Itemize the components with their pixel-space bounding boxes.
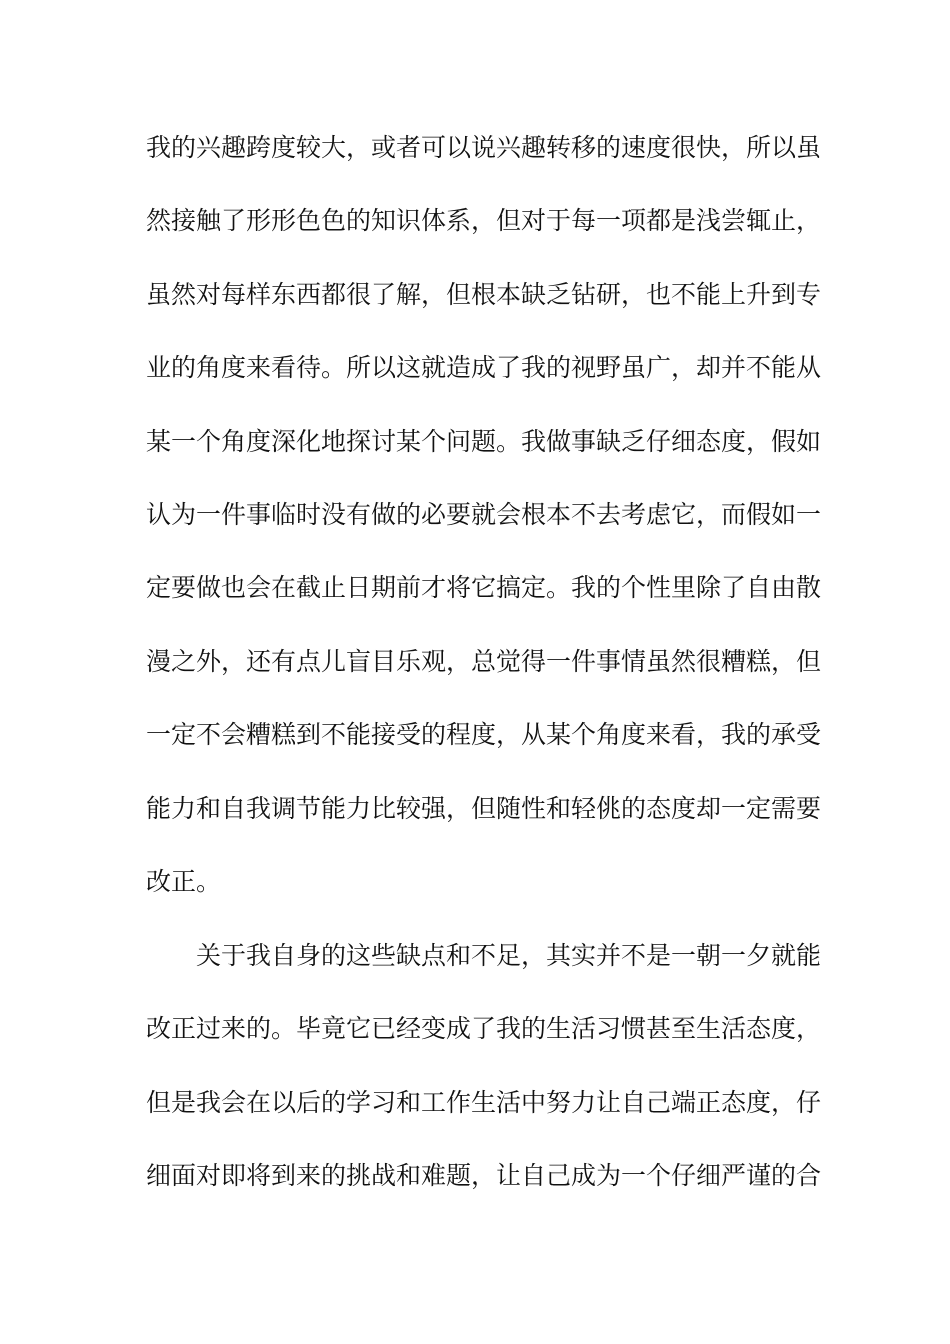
text-line: 改正。: [146, 866, 222, 896]
text-line: 改正过来的。毕竟它已经变成了我的生活习惯甚至生活态度，: [146, 1014, 822, 1044]
text-line: 漫之外，还有点儿盲目乐观，总觉得一件事情虽然很糟糕，但: [146, 646, 822, 676]
text-line: 一定不会糟糕到不能接受的程度，从某个角度来看，我的承受: [146, 720, 822, 750]
text-line: 细面对即将到来的挑战和难题，让自己成为一个仔细严谨的合: [146, 1161, 822, 1191]
text-line: 然接触了形形色色的知识体系，但对于每一项都是浅尝辄止，: [146, 206, 822, 236]
text-line: 关于我自身的这些缺点和不足，其实并不是一朝一夕就能: [196, 940, 822, 970]
paragraph: [146, 939, 822, 1193]
text-line: 业的角度来看待。所以这就造成了我的视野虽广，却并不能从: [146, 353, 822, 383]
text-line: 但是我会在以后的学习和工作生活中努力让自己端正态度，仔: [146, 1087, 822, 1117]
paragraph: [146, 131, 822, 899]
text-line: 我的兴趣跨度较大，或者可以说兴趣转移的速度很快，所以虽: [146, 133, 822, 162]
text-line: 能力和自我调节能力比较强，但随性和轻佻的态度却一定需要: [146, 793, 822, 823]
text-line: 虽然对每样东西都很了解，但根本缺乏钻研，也不能上升到专: [146, 279, 822, 309]
text-line: 某一个角度深化地探讨某个问题。我做事缺乏仔细态度，假如: [146, 426, 822, 456]
text-line: 认为一件事临时没有做的必要就会根本不去考虑它，而假如一: [146, 499, 822, 529]
body-text: [146, 131, 822, 1232]
text-line: 定要做也会在截止日期前才将它搞定。我的个性里除了自由散: [146, 573, 822, 603]
